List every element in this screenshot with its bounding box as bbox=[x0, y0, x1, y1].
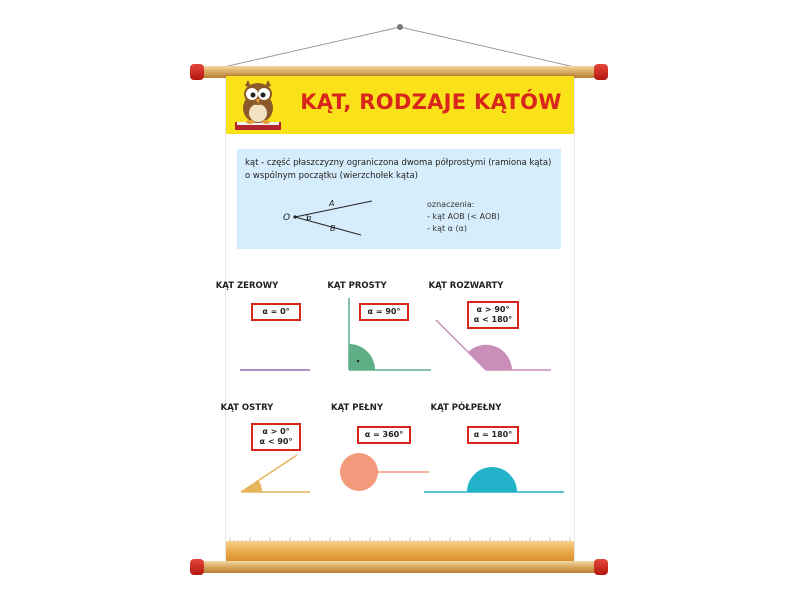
rod-cap bbox=[190, 64, 204, 80]
hook-icon bbox=[397, 24, 403, 30]
ruler-strip bbox=[226, 529, 574, 541]
full-angle-drawing bbox=[336, 452, 432, 496]
poster bbox=[215, 76, 574, 562]
notation bbox=[427, 199, 500, 235]
formula-acute bbox=[251, 423, 301, 451]
angle-title-obtuse: KĄT ROZWARTY bbox=[428, 281, 504, 291]
right-angle-drawing bbox=[346, 298, 436, 373]
point-b-label: B bbox=[330, 224, 336, 233]
page-title: KĄT, RODZAJE KĄTÓW bbox=[300, 90, 562, 114]
formula-line: α > 90° bbox=[476, 305, 510, 314]
angle-label: α bbox=[307, 214, 312, 222]
angle-title-right: KĄT PROSTY bbox=[327, 281, 387, 291]
vertex-label: O bbox=[283, 213, 291, 223]
formula-full bbox=[357, 426, 411, 444]
formula-line: α < 180° bbox=[473, 315, 513, 324]
formula-line: α = 360° bbox=[364, 430, 404, 439]
acute-angle-drawing bbox=[238, 448, 313, 496]
notation-item: - kąt AOB (< AOB) bbox=[427, 212, 500, 221]
formula-zero bbox=[251, 303, 301, 321]
formula-line: α = 0° bbox=[262, 307, 290, 316]
bottom-rod bbox=[192, 561, 606, 573]
formula-line: α > 0° bbox=[262, 427, 290, 436]
zero-angle-drawing bbox=[238, 356, 313, 376]
angle-diagram bbox=[277, 187, 377, 237]
definition-line: kąt - część płaszczyzny ograniczona dwoma półprostymi (ramiona kąta) bbox=[245, 158, 552, 168]
point-a-label: A bbox=[329, 199, 335, 208]
obtuse-angle-drawing bbox=[431, 311, 556, 373]
angle-title-zero: KĄT ZEROWY bbox=[215, 281, 279, 291]
formula-line: α = 180° bbox=[473, 430, 513, 439]
owl-icon bbox=[232, 78, 284, 132]
wood-strip bbox=[226, 541, 574, 562]
half-angle-drawing bbox=[424, 466, 564, 496]
angle-title-acute: KĄT OSTRY bbox=[220, 403, 274, 413]
angle-title-half: KĄT PÓŁPEŁNY bbox=[430, 403, 502, 413]
rod-cap bbox=[594, 64, 608, 80]
poster-header bbox=[226, 76, 574, 134]
definition-line: o wspólnym początku (wierzchołek kąta) bbox=[245, 171, 418, 181]
rod-cap bbox=[190, 559, 204, 575]
definition-text bbox=[245, 157, 560, 183]
formula-half bbox=[467, 426, 519, 444]
rod-cap bbox=[594, 559, 608, 575]
angle-title-full: KĄT PEŁNY bbox=[330, 403, 384, 413]
definition-box bbox=[237, 149, 561, 249]
formula-line: α = 90° bbox=[367, 307, 401, 316]
notation-item: - kąt α (α) bbox=[427, 224, 467, 233]
notation-title: oznaczenia: bbox=[427, 200, 475, 209]
formula-line: α < 90° bbox=[259, 437, 293, 446]
